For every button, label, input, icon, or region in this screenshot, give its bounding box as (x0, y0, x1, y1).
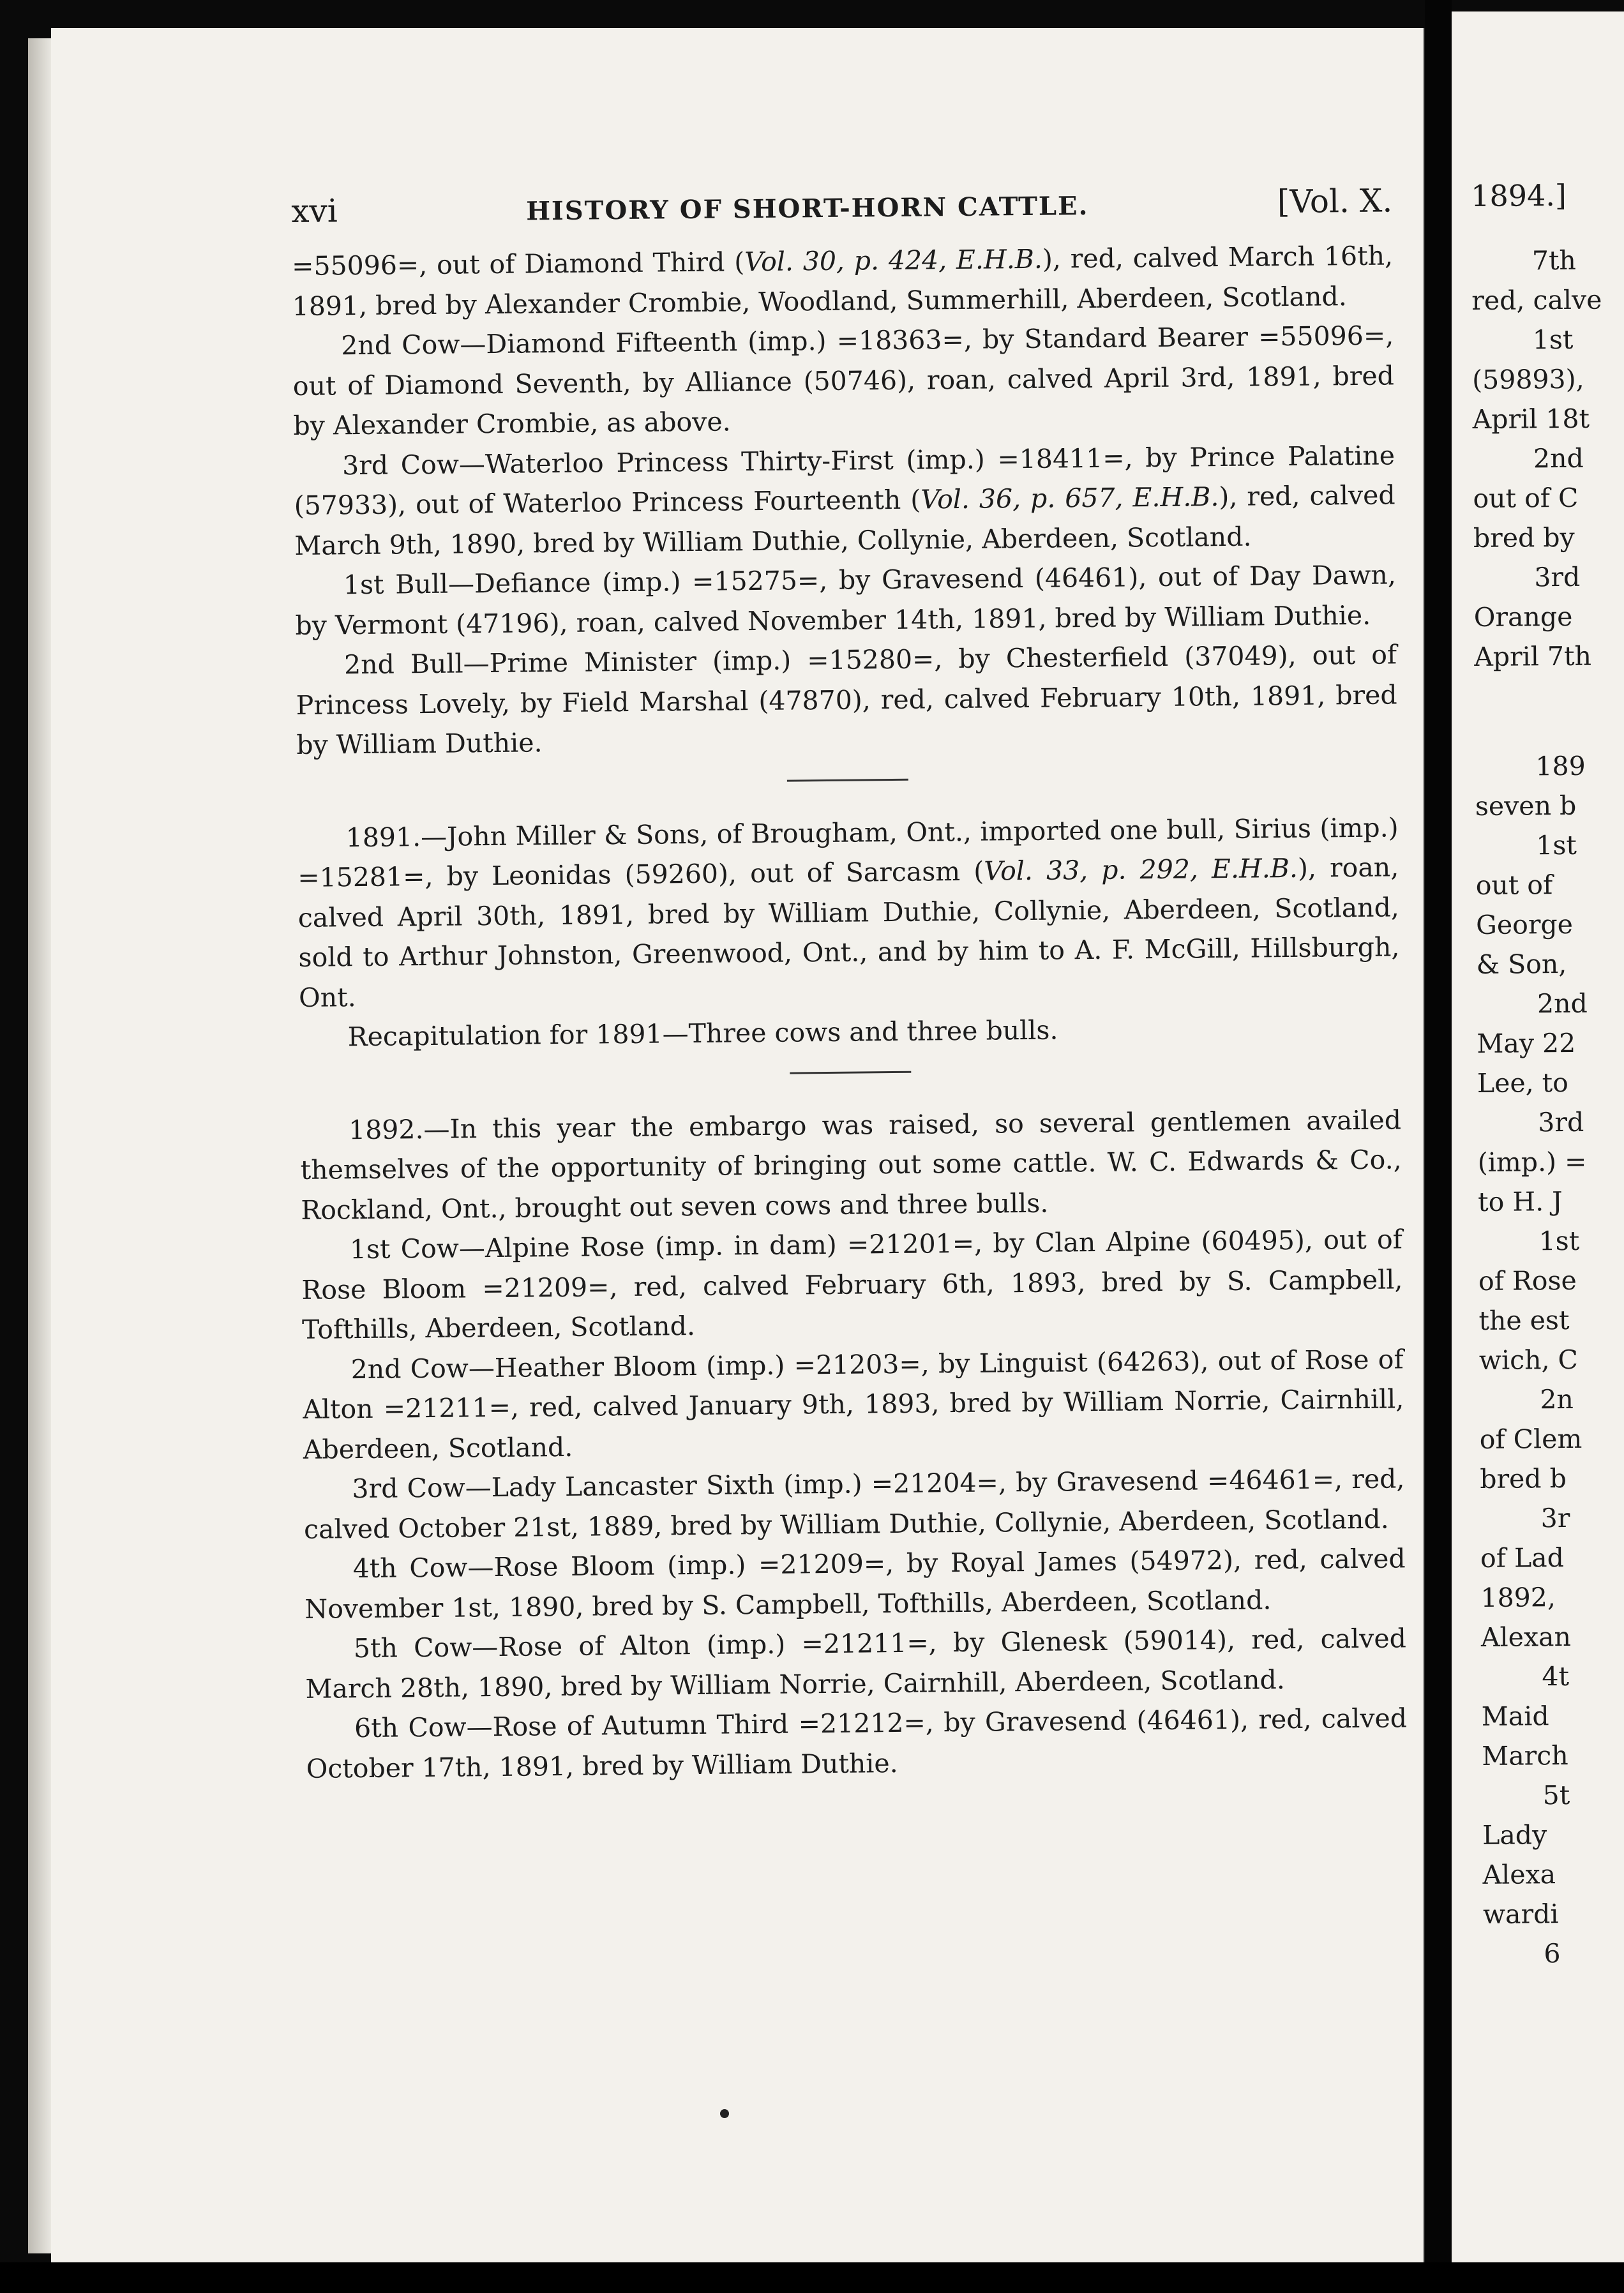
right-page-line: (imp.) = (1477, 1146, 1587, 1178)
right-page-line: (59893), (1472, 363, 1584, 395)
paragraph: 3rd Cow—Lady Lancaster Sixth (imp.) =21204=, by Gravesend =46461=, red, calved October 21st, 1889, bred by William Duthie, Collynie, Aberdeen, Scotland. (303, 1463, 1405, 1545)
right-page-line: & Son, (1476, 948, 1567, 980)
paragraph: 2nd Bull—Prime Minister (imp.) =15280=, by Chesterfield (37049), out of Princess Lovely, by Field Marshal (47870), red, calved February 10th, 1891, bred by William Duthie. (296, 639, 1397, 760)
paragraph: 3rd Cow—Waterloo Princess Thirty-First (imp.) =18411=, by Prince Palatine (57933), out of Waterloo Princess Fourteenth (Vol. 36, p. 657, E.H.B.), red, calved March 9th, 1890, bred by William Duthie, Collynie, Aberdeen, Scotland. (294, 439, 1395, 561)
right-page-line: out of C (1473, 482, 1579, 514)
right-page-line: Lady (1482, 1819, 1547, 1851)
section-rule (786, 778, 908, 781)
right-page-line: 2n (1540, 1383, 1574, 1415)
right-page-line: the est (1478, 1304, 1570, 1336)
right-page-line: of Lad (1480, 1542, 1565, 1574)
right-page-line: 2nd (1533, 442, 1584, 474)
paragraph: Recapitulation for 1891—Three cows and three bulls. (347, 1014, 1058, 1053)
right-page-line: wich, C (1478, 1344, 1579, 1376)
book-gutter (1425, 0, 1452, 2293)
paragraph: =55096=, out of Diamond Third (Vol. 30, p. 424, E.H.B.), red, calved March 16th, 1891, bred by Alexander Crombie, Woodland, Summerhill, Aberdeen, Scotland. (291, 240, 1394, 322)
running-title: HISTORY OF SHORT-HORN CATTLE. (526, 191, 1089, 227)
right-page-line: Orange (1473, 601, 1573, 633)
scan-border (0, 2262, 1624, 2293)
right-page-line: 5t (1542, 1779, 1570, 1811)
right-page-line: 7th (1531, 244, 1577, 276)
right-page-gap (1474, 675, 1624, 747)
right-page-line: 3rd (1538, 1106, 1584, 1138)
right-page-line: red, calve (1471, 284, 1602, 316)
right-running-header: 1894.] (1471, 177, 1567, 213)
right-page-line: 2nd (1537, 988, 1588, 1019)
right-page-line: 6 (1544, 1938, 1561, 1969)
right-page-line: April 7th (1474, 640, 1592, 672)
right-page-line: bred b (1480, 1463, 1567, 1494)
paragraph: 1892.—In this year the embargo was raised, so several gentlemen availed themselves of the opportunity of bringing out some cattle. W. C. Edwards & Co., Rockland, Ont., brought out seven cows and three bulls. (300, 1104, 1402, 1226)
right-page-line: March (1482, 1740, 1568, 1771)
right-page-line: 189 (1535, 750, 1586, 782)
right-page-line: April 18t (1472, 403, 1590, 435)
paragraph: 2nd Cow—Diamond Fifteenth (imp.) =18363=, by Standard Bearer =55096=, out of Diamond Seventh, by Alliance (50746), roan, calved April 3rd, 1891, bred by Alexander Crombie, as above. (292, 320, 1395, 441)
right-page-line: 1st (1532, 324, 1574, 356)
right-page-line: Maid (1481, 1701, 1549, 1732)
body-text (292, 236, 1408, 1788)
running-header (291, 181, 1393, 241)
paragraph: 4th Cow—Rose Bloom (imp.) =21209=, by Royal James (54972), red, calved November 1st, 1890, bred by S. Campbell, Tofthills, Aberdeen, Scotland. (304, 1543, 1406, 1625)
right-page-line: 1st (1536, 829, 1577, 861)
right-page-line: Lee, to (1477, 1067, 1569, 1099)
right-page-line: 4t (1542, 1660, 1570, 1692)
page-number: xvi (291, 192, 338, 230)
paragraph: 5th Cow—Rose of Alton (imp.) =21211=, by Glenesk (59014), red, calved March 28th, 1890, bred by William Norrie, Cairnhill, Aberdeen, Scotland. (305, 1623, 1407, 1704)
right-page-line: May 22 (1477, 1027, 1576, 1059)
volume-label: [Vol. X. (1277, 182, 1393, 221)
right-page-line: George (1475, 908, 1574, 940)
right-page-line: bred by (1473, 522, 1575, 553)
paragraph: 1st Bull—Defiance (imp.) =15275=, by Gravesend (46461), out of Day Dawn, by Vermont (47196), roan, calved November 14th, 1891, bred by William Duthie. (295, 559, 1397, 641)
right-page-lines (1471, 240, 1624, 1974)
right-page-line: 1892, (1480, 1582, 1556, 1613)
section-rule (790, 1071, 911, 1074)
right-page-line: to H. J (1478, 1186, 1563, 1217)
right-page-line: 3rd (1534, 561, 1581, 593)
ink-speck (720, 2109, 729, 2118)
right-page-line: of Rose (1478, 1265, 1577, 1297)
page-edge (28, 38, 51, 2253)
right-page (1452, 11, 1624, 2271)
right-page-line: Alexan (1480, 1621, 1572, 1653)
right-page-line: seven b (1475, 790, 1577, 822)
paragraph: 2nd Cow—Heather Bloom (imp.) =21203=, by Linguist (64263), out of Rose of Alton =21211=, red, calved January 9th, 1893, bred by William Norrie, Cairnhill, Aberdeen, Scotland. (303, 1343, 1404, 1465)
right-page-line: out of (1475, 869, 1553, 901)
right-page-line: wardi (1482, 1898, 1559, 1930)
paragraph: 6th Cow—Rose of Autumn Third =21212=, by Gravesend (46461), red, calved October 17th, 1891, bred by William Duthie. (306, 1703, 1408, 1784)
page-text-block (291, 181, 1408, 1788)
paragraph: 1st Cow—Alpine Rose (imp. in dam) =21201=, by Clan Alpine (60495), out of Rose Bloom =21209=, red, calved February 6th, 1893, bred by S. Campbell, Tofthills, Aberdeen, Scotland. (301, 1224, 1403, 1345)
right-page-text (1471, 177, 1624, 1974)
right-page-line: of Clem (1479, 1423, 1583, 1455)
paragraph: 1891.—John Miller & Sons, of Brougham, Ont., imported one bull, Sirius (imp.) =15281=, by Leonidas (59260), out of Sarcasm (Vol. 33, p. 292, E.H.B.), roan, calved April 30th, 1891, bred by William Duthie, Collynie, Aberdeen, Scotland, sold to Arthur Johnston, Greenwood, Ont., and by him to A. F. McGill, Hillsburgh, Ont. (297, 811, 1400, 1013)
right-page-line: Alexa (1482, 1859, 1556, 1890)
right-page-line: 3r (1540, 1502, 1570, 1534)
right-page-line: 1st (1538, 1225, 1580, 1257)
